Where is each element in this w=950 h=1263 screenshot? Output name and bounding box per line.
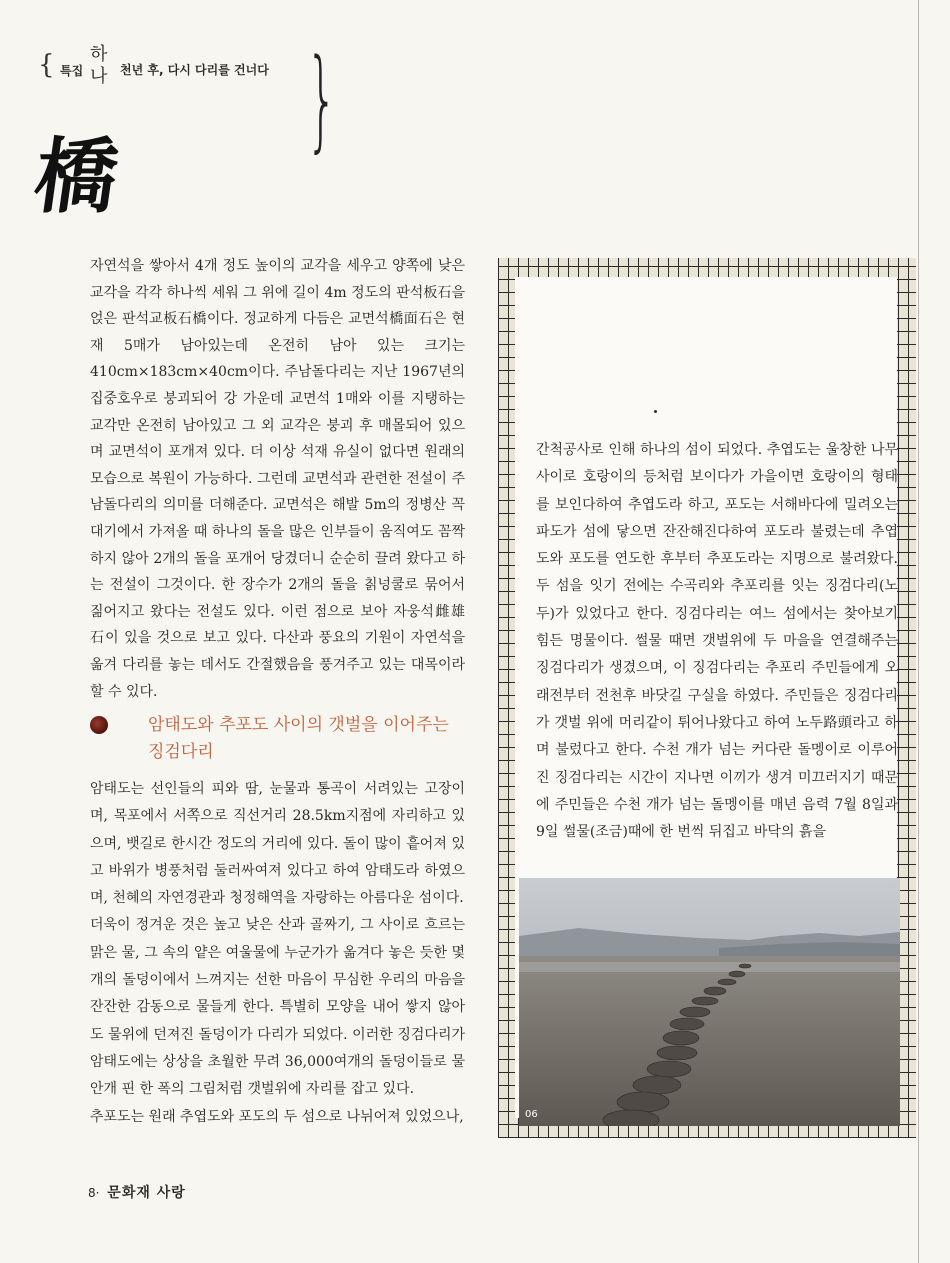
body-paragraph-2: 암태도는 선인들의 피와 땀, 눈물과 통곡이 서려있는 고장이며, 목포에서 서쪽으로 직선거리 28.5km지점에 자리하고 있으며, 뱃길로 한시간 정도의 거리에 있다. 돌이 많이 흩어져 있고 바위가 병풍처럼 둘러싸여져 있다고 하여 암태도라 하였으며, 천혜의 자연경관과 청정해역을 자랑하는 아름다운 섬이다. — [90, 781, 465, 907]
left-brace: { — [38, 50, 55, 80]
right-brace: } — [306, 35, 338, 163]
photo-image — [519, 878, 900, 1126]
body-paragraph-1: 자연석을 쌓아서 4개 정도 높이의 교각을 세우고 양쪽에 낮은 교각을 각각 하나씩 세워 그 위에 길이 4m 정도의 판석板石을 얹은 판석교板石橋이다. 정교하게 다듬은 교면석橋面石은 현재 5매가 남아있는데 온전히 남아 있는 크기는 410cm×183cm×40cm이다. 주남돌다리는 지난 1967년의 집중호우로 붕괴되어 강 가운데 교면석 1매와 이를 지탱하는 교각만 온전히 남아있고 그 외 교각은 붕괴 후 매몰되어 있으며 교면석이 포개져 있다. 더 이상 석재 유실이 없다면 원래의 모습으로 복원이 가능하다. 그런데 교면석과 관련한 전설이 주남돌다리의 의미를 더해준다. 교면석은 해발 5m의 정병산 꼭대기에서 가져올 때 하나의 돌을 많은 인부들이 움직여도 꼼짝하지 않아 2개의 돌을 포개어 당겼더니 순순히 끌려 왔다고 하는 전설이 그것이다. 한 장수가 2개의 돌을 칡넝쿨로 묶어서 짊어지고 왔다는 전설도 있다. 이런 점으로 보아 자웅석雌雄石이 있을 것으로 보고 있다. 다산과 풍요의 기원이 자연석을 옮겨 다리를 놓는 데서도 간절했음을 풍겨주고 있는 대목이라 할 수 있다. — [90, 258, 465, 700]
page-number: 8 — [88, 1186, 96, 1200]
series-number: 하나 — [90, 44, 108, 87]
left-column-top — [90, 253, 465, 705]
body-paragraph-right: 간척공사로 인해 하나의 섬이 되었다. 추엽도는 울창한 나무사이로 호랑이의 등처럼 보이다가 가을이면 호랑이의 형태를 보인다하여 추엽도라 하고, 포도는 서해바다에 밀려오는 파도가 섬에 닿으면 잔잔해진다하여 포도라 불렸는데 추엽도와 포도를 연도한 후부터 추포도라는 지명으로 불려왔다. 두 섬을 잇기 전에는 수곡리와 추포리를 잇는 징검다리(노두)가 있었다고 한다. 징검다리는 여느 섬에서는 찾아보기 힘든 명물이다. 썰물 때면 갯벌위에 두 마을을 연결해주는 징검다리가 생겼으며, 이 징검다리는 추포리 주민들에게 오래전부터 전천후 바닷길 구실을 하였다. 주민들은 징검다리가 갯벌 위에 머리같이 튀어나왔다고 하여 노두路頭라고 하며 불렀다고 한다. 수천 개가 넘는 커다란 돌멩이로 이루어진 징검다리는 시간이 지나면 이끼가 생겨 미끄러지기 때문에 주민들은 수천 개가 넘는 돌멩이를 매년 음력 7월 8일과 9일 썰물(조금)때에 한 번씩 뒤집고 바닥의 흙을 — [536, 442, 898, 841]
photo-number: 06 — [525, 1109, 538, 1120]
left-column-bottom — [90, 776, 465, 1131]
section-title — [148, 712, 449, 766]
body-paragraph-4: 추포도는 원래 추엽도와 포도의 두 섬으로 나뉘어져 있었으나, — [90, 1108, 464, 1125]
red-bullet-icon — [90, 716, 108, 734]
page-edge-line — [918, 0, 919, 1263]
calligraphy-title: 橋 — [28, 129, 120, 225]
article-subtitle: 천년 후, 다시 다리를 건너다 — [120, 63, 269, 77]
section-title-line-2: 징검다리 — [148, 742, 214, 762]
page-footer — [88, 1182, 186, 1202]
magazine-name: 문화재 사랑 — [107, 1185, 186, 1201]
section-title-line-1: 암태도와 추포도 사이의 갯벌을 이어주는 — [148, 715, 449, 735]
right-column — [536, 437, 898, 846]
feature-tag: 특집 — [60, 64, 84, 78]
body-paragraph-3: 더욱이 정겨운 것은 높고 낮은 산과 골짜기, 그 사이로 흐르는 맑은 물, 그 속의 얕은 여울물에 누군가가 옮겨다 놓은 듯한 몇 개의 돌덩이에서 느껴지는 선한 마음이 무심한 우리의 마음을 잔잔한 감동으로 물들게 한다. 특별히 모양을 내어 쌓지 않아도 물위에 던져진 돌덩이가 다리가 되었다. 이러한 징검다리가 암태도에는 상상을 초월한 무려 36,000여개의 돌덩이들로 물안개 핀 한 폭의 그림처럼 갯벌위에 자리를 잡고 있다. — [90, 917, 465, 1098]
stepping-stone-photo — [519, 878, 900, 1126]
footer-dot: · — [95, 1186, 100, 1200]
dot-mark — [654, 410, 657, 413]
